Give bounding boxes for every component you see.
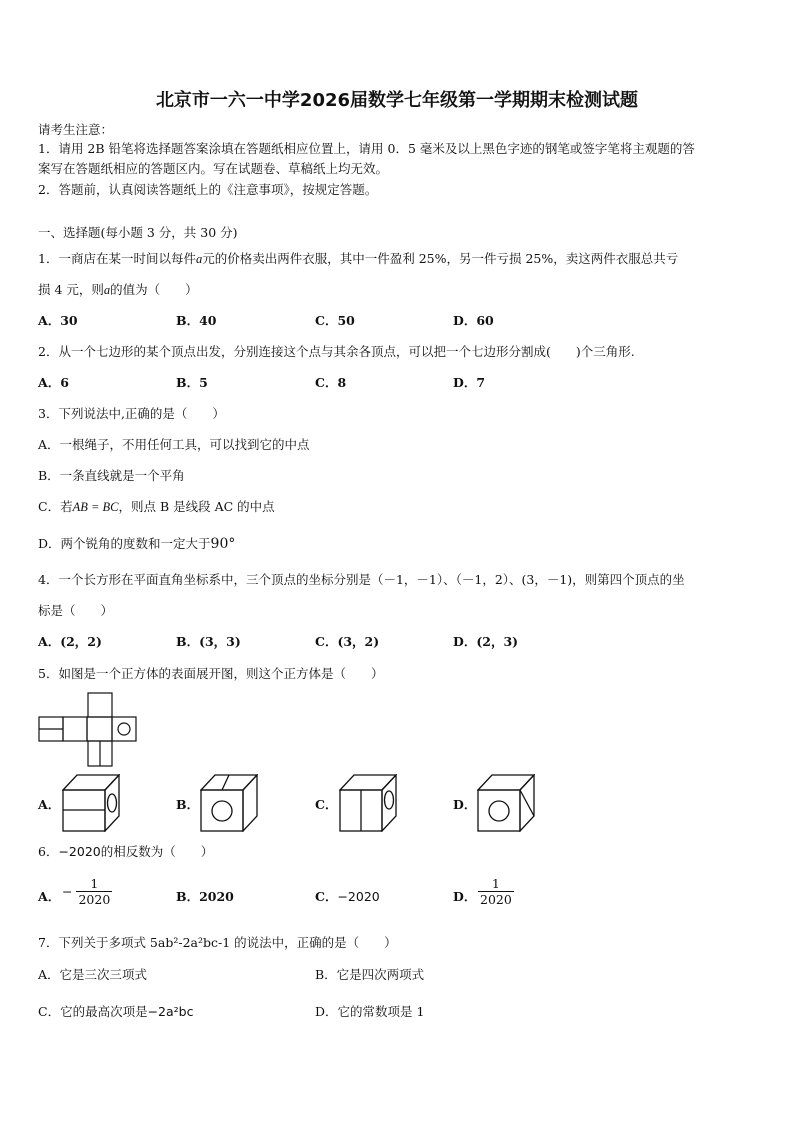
q5-option-b-cube (200, 774, 258, 832)
section-heading: 一、选择题(每小题 3 分，共 30 分) (38, 225, 238, 240)
q3-option-a: A．一根绳子，不用任何工具，可以找到它的中点 (38, 437, 310, 452)
q3-c-math: AB = BC (72, 500, 119, 514)
q6-c-label: C． (315, 889, 338, 904)
q4-option-b: B．(3，3) (176, 634, 241, 649)
q3-option-b: B．一条直线就是一个平角 (38, 468, 185, 483)
q6-c-math: −2020 (337, 889, 380, 904)
q5-option-d-label: D． (453, 797, 477, 812)
notice-line-1b: 案写在答题纸相应的答题区内。写在试题卷、草稿纸上均无效。 (38, 161, 389, 176)
q7-option-c (38, 1003, 193, 1021)
q3-c-prefix: C．若 (38, 499, 73, 514)
q2-option-d: D．7 (453, 375, 486, 390)
q6-option-c (315, 888, 380, 906)
q6-d-numerator: 1 (478, 876, 514, 892)
q1-var-a-2: a (103, 283, 111, 297)
q7-option-d: D．它的常数项是 1 (315, 1004, 425, 1019)
q6-option-d-label: D． (453, 889, 477, 904)
q1-option-b: B．40 (176, 313, 217, 328)
q3-option-c (38, 498, 275, 516)
q6-stem-text: 的相反数为（ ） (100, 844, 214, 859)
notice-line-1a: 1．请用 2B 铅笔将选择题答案涂填在答题纸相应位置上，请用 0．5 毫米及以上黑色字迹的钢笔或签字笔将主观题的答 (38, 141, 695, 156)
q2-option-c: C．8 (315, 375, 347, 390)
question-1-line-2 (38, 281, 198, 299)
q1-option-d: D．60 (453, 313, 494, 328)
q6-d-fraction (478, 876, 514, 907)
q3-c-suffix: ，则点 B 是线段 AC 的中点 (118, 499, 275, 514)
q3-option-d (38, 535, 235, 553)
q1-text-3: 损 4 元，则 (38, 282, 104, 297)
q7-option-a: A．它是三次三项式 (38, 967, 148, 982)
q5-option-b-label: B． (176, 797, 200, 812)
question-1-line-1 (38, 250, 678, 268)
q7-option-b: B．它是四次两项式 (315, 967, 425, 982)
q1-option-c: C．50 (315, 313, 355, 328)
q6-option-a-math (62, 876, 112, 907)
q2-option-b: B．5 (176, 375, 208, 390)
question-4-line-1: 4．一个长方形在平面直角坐标系中，三个顶点的坐标分别是（－1，－1）、（－1，2）、(3，－1)，则第四个顶点的坐 (38, 572, 685, 587)
q6-d-denominator: 2020 (480, 892, 512, 907)
q6-a-denominator: 2020 (78, 892, 111, 907)
page-title: 北京市一六一中学2026届数学七年级第一学期期末检测试题 (155, 90, 639, 111)
q5-option-a-cube (62, 774, 120, 832)
q7-c-math: −2a²bc (147, 1004, 194, 1019)
q6-number: 6． (38, 844, 59, 859)
q1-text-4: 的值为（ ） (110, 282, 198, 297)
q6-option-d-math (478, 876, 514, 907)
q6-option-b: B．2020 (176, 889, 234, 904)
question-5-stem: 5．如图是一个正方体的表面展开图，则这个正方体是（ ） (38, 666, 384, 681)
q5-option-c-label: C． (315, 797, 338, 812)
question-6-stem (38, 843, 213, 861)
cube-net-diagram (38, 692, 138, 768)
question-4-line-2: 标是（ ） (38, 603, 114, 618)
question-2-stem: 2．从一个七边形的某个顶点出发，分别连接这个点与其余各顶点，可以把一个七边形分割成( )个三角形. (38, 344, 635, 359)
q1-text-2: 元的价格卖出两件衣服，其中一件盈利 25%，另一件亏损 25%，卖这两件衣服总共亏 (202, 251, 679, 266)
q3-d-math: 90° (210, 536, 236, 552)
notice-line-2: 2．答题前，认真阅读答题纸上的《注意事项》，按规定答题。 (38, 182, 378, 197)
q5-option-d-cube (477, 774, 535, 832)
question-7-stem: 7．下列关于多项式 5ab²-2a²bc-1 的说法中，正确的是（ ） (38, 935, 397, 950)
q3-d-prefix: D．两个锐角的度数和一定大于 (38, 536, 211, 551)
q6-stem-math: −2020 (58, 844, 101, 859)
q1-text-1: 1．一商店在某一时间以每件 (38, 251, 196, 266)
q1-var-a: a (195, 252, 203, 266)
q5-option-a-label: A． (38, 797, 61, 812)
q7-c-prefix: C．它的最高次项是 (38, 1004, 148, 1019)
q6-option-a-label: A． (38, 889, 61, 904)
q6-a-numerator: 1 (76, 876, 112, 892)
q1-option-a: A．30 (38, 313, 78, 328)
q5-option-c-cube (339, 774, 397, 832)
q4-option-a: A．(2，2) (38, 634, 102, 649)
notice-heading: 请考生注意： (38, 122, 114, 137)
q6-a-sign: − (62, 884, 73, 899)
question-3-stem: 3．下列说法中,正确的是（ ） (38, 406, 225, 421)
q4-option-c: C．(3，2) (315, 634, 380, 649)
q6-a-fraction (76, 876, 112, 907)
q4-option-d: D．(2，3) (453, 634, 519, 649)
q2-option-a: A．6 (38, 375, 69, 390)
